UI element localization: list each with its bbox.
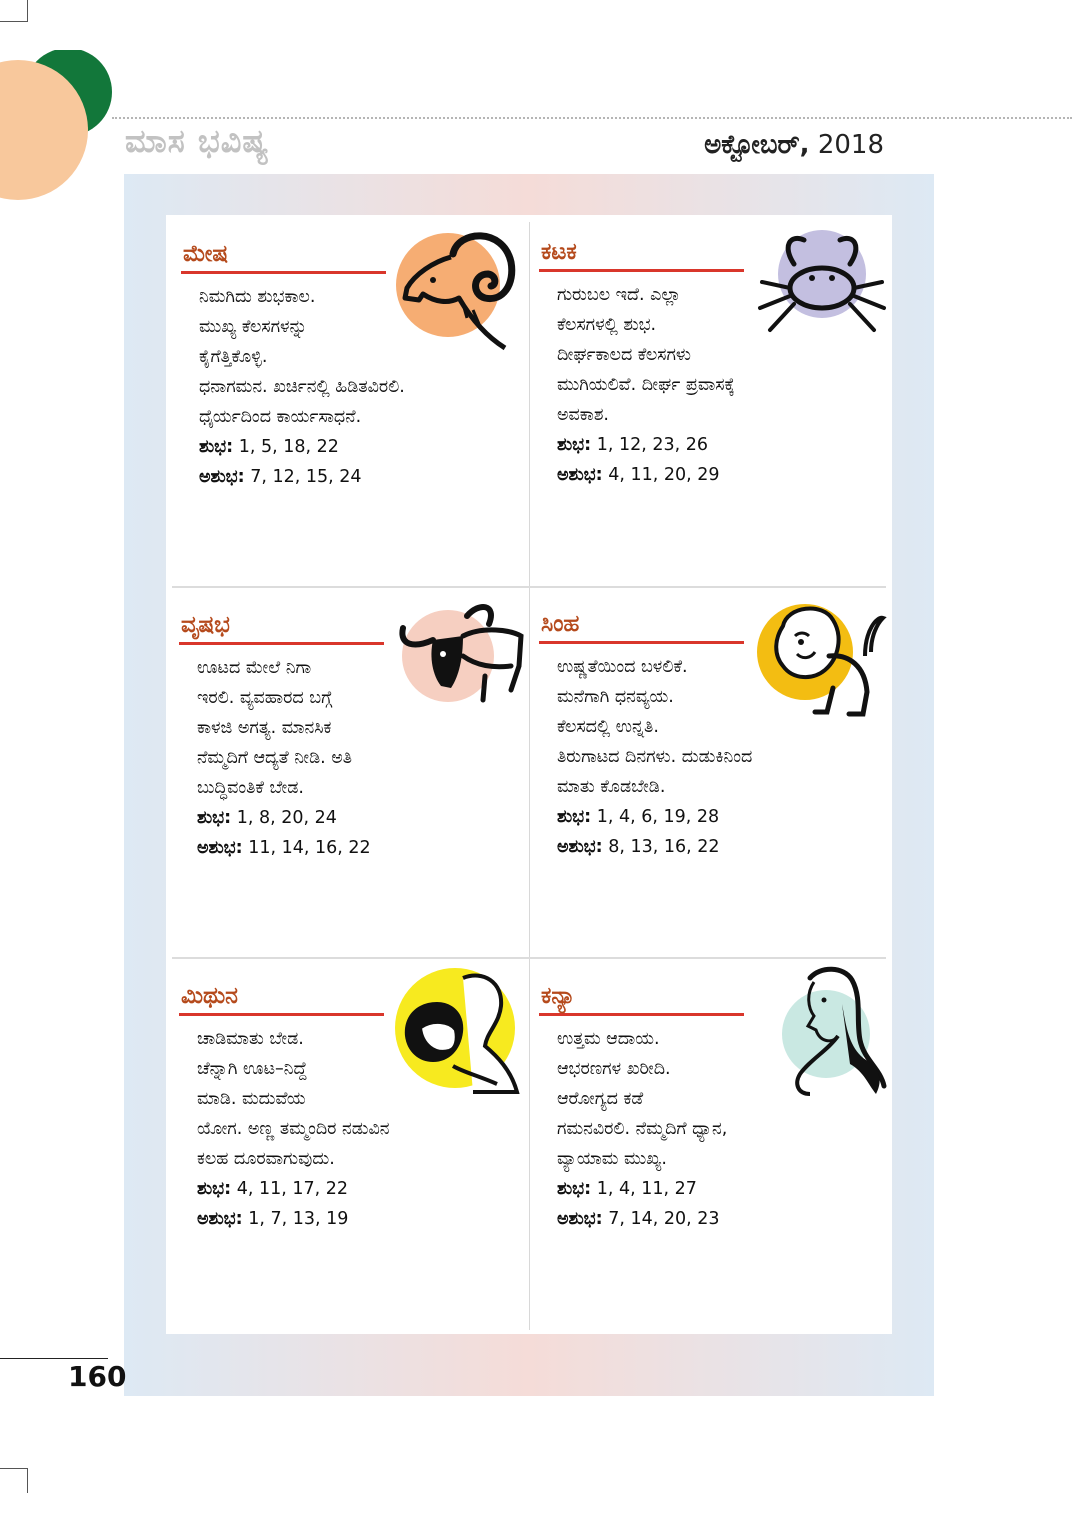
lucky-label: ಶುಭ:	[197, 808, 232, 828]
lucky-days	[197, 1174, 519, 1204]
lucky-days	[199, 432, 521, 462]
sign-name: ಕನ್ಯಾ	[541, 983, 576, 1009]
lion-icon	[753, 596, 887, 720]
row-divider-2	[172, 957, 886, 959]
unlucky-days	[197, 1204, 519, 1234]
prediction-line: ಮುಖ್ಯ ಕೆಲಸಗಳನ್ನು	[199, 317, 308, 337]
unlucky-values: 11, 14, 16, 22	[248, 838, 371, 858]
month-name: ಅಕ್ಟೋಬರ್	[704, 130, 800, 160]
prediction-line: ಊಟದ ಮೇಲೆ ನಿಗಾ	[197, 658, 312, 678]
virgin-icon	[780, 964, 888, 1098]
sign-name: ವೃಷಭ	[181, 612, 230, 638]
lucky-days	[557, 1174, 879, 1204]
prediction-line: ನೆಮ್ಮದಿಗೆ ಆದ್ಯತೆ ನೀಡಿ. ಅತಿ	[197, 748, 353, 768]
unlucky-days	[557, 1204, 879, 1234]
sign-rule	[539, 269, 744, 272]
lucky-label: ಶುಭ:	[557, 1179, 592, 1199]
prediction-line: ಮಾಡಿ. ಮದುವೆಯ	[197, 1089, 306, 1109]
lucky-days	[197, 803, 519, 833]
prediction-line: ಮನೆಗಾಗಿ ಧನವ್ಯಯ.	[557, 687, 674, 707]
lucky-values: 1, 5, 18, 22	[238, 437, 339, 457]
prediction-line: ವ್ಯಾಯಾಮ ಮುಖ್ಯ.	[557, 1149, 667, 1169]
month-heading	[704, 130, 884, 161]
prediction-line: ದೀರ್ಘಕಾಲದ ಕೆಲಸಗಳು	[557, 345, 691, 365]
crop-mark-bottom-h	[0, 1468, 28, 1469]
sign-rule	[179, 1013, 384, 1016]
lucky-label: ಶುಭ:	[557, 435, 592, 455]
unlucky-label: ಅಶುಭ:	[199, 467, 245, 487]
unlucky-days	[199, 462, 521, 492]
sign-rule	[539, 1013, 744, 1016]
unlucky-values: 1, 7, 13, 19	[248, 1209, 349, 1229]
sign-name: ಮಿಥುನ	[181, 983, 238, 1009]
prediction-line: ಉಷ್ಣತೆಯಿಂದ ಬಳಲಿಕೆ.	[557, 657, 688, 677]
prediction-line: ಮಾತು ಕೊಡಬೇಡಿ.	[557, 777, 666, 797]
prediction-line: ಇರಲಿ. ವ್ಯವಹಾರದ ಬಗ್ಗೆ	[197, 688, 333, 708]
row-divider-1	[172, 586, 886, 588]
crab-icon	[754, 226, 889, 346]
unlucky-label: ಅಶುಭ:	[557, 1209, 603, 1229]
prediction-line: ಮುಗಿಯಲಿವೆ. ದೀರ್ಘ ಪ್ರವಾಸಕ್ಕೆ	[557, 375, 735, 395]
sign-rule	[539, 641, 744, 644]
unlucky-label: ಅಶುಭ:	[557, 465, 603, 485]
lucky-days	[557, 802, 879, 832]
unlucky-days	[557, 460, 879, 490]
sign-name: ಕಟಕ	[541, 239, 577, 265]
page-number: 160	[68, 1360, 127, 1393]
prediction-line: ಚಾಡಿಮಾತು ಬೇಡ.	[197, 1029, 304, 1049]
unlucky-label: ಅಶುಭ:	[557, 837, 603, 857]
crop-mark-top-h	[0, 21, 28, 22]
sign-name: ಸಿಂಹ	[541, 611, 580, 637]
prediction-line: ಚೆನ್ನಾಗಿ ಊಟ–ನಿದ್ದೆ	[197, 1059, 308, 1079]
section-title: ಮಾಸ ಭವಿಷ್ಯ	[125, 122, 270, 160]
prediction-line: ಗಮನವಿರಲಿ. ನೆಮ್ಮದಿಗೆ ಧ್ಯಾನ,	[557, 1119, 728, 1139]
prediction-line: ಧೈರ್ಯದಿಂದ ಕಾರ್ಯಸಾಧನೆ.	[199, 407, 362, 427]
unlucky-values: 7, 12, 15, 24	[250, 467, 362, 487]
lucky-label: ಶುಭ:	[557, 807, 592, 827]
sign-name: ಮೇಷ	[183, 241, 229, 267]
unlucky-values: 8, 13, 16, 22	[608, 837, 720, 857]
prediction-line: ಕೈಗೆತ್ತಿಕೊಳ್ಳಿ.	[199, 347, 268, 367]
unlucky-values: 4, 11, 20, 29	[608, 465, 720, 485]
lucky-label: ಶುಭ:	[197, 1179, 232, 1199]
prediction-line: ಅವಕಾಶ.	[557, 405, 609, 425]
lucky-label: ಶುಭ:	[199, 437, 234, 457]
prediction-line: ಕೆಲಸದಲ್ಲಿ ಉನ್ನತಿ.	[557, 717, 659, 737]
month-separator: ,	[799, 130, 810, 160]
bull-icon	[393, 596, 525, 716]
lucky-values: 1, 12, 23, 26	[596, 435, 709, 455]
sign-rule	[179, 642, 384, 645]
column-divider	[529, 222, 530, 1330]
lucky-days	[557, 430, 879, 460]
prediction-line: ಗುರುಬಲ ಇದೆ. ಎಲ್ಲಾ	[557, 285, 681, 305]
crop-mark-bottom	[27, 1468, 28, 1493]
prediction-line: ಆಭರಣಗಳ ಖರೀದಿ.	[557, 1059, 671, 1079]
unlucky-days	[197, 833, 519, 863]
month-year: 2018	[817, 130, 884, 160]
lucky-values: 1, 8, 20, 24	[236, 808, 337, 828]
prediction-line: ಯೋಗ. ಅಣ್ಣ ತಮ್ಮಂದಿರ ನಡುವಿನ	[197, 1119, 390, 1139]
prediction-line: ಆರೋಗ್ಯದ ಕಡೆ	[557, 1089, 644, 1109]
page-number-rule	[0, 1358, 108, 1359]
unlucky-days	[557, 832, 879, 862]
prediction-line: ಧನಾಗಮನ. ಖರ್ಚಿನಲ್ಲಿ ಹಿಡಿತವಿರಲಿ.	[199, 377, 405, 397]
prediction-line: ಕಾಳಜಿ ಅಗತ್ಯ. ಮಾನಸಿಕ	[197, 718, 332, 738]
lucky-values: 1, 4, 6, 19, 28	[596, 807, 720, 827]
prediction-line: ಕೆಲಸಗಳಲ್ಲಿ ಶುಭ.	[557, 315, 657, 335]
unlucky-values: 7, 14, 20, 23	[608, 1209, 720, 1229]
prediction-line: ನಿಮಗಿದು ಶುಭಕಾಲ.	[199, 287, 316, 307]
prediction-line: ಉತ್ತಮ ಆದಾಯ.	[557, 1029, 660, 1049]
header-decoration	[0, 50, 115, 200]
prediction-line: ಕಲಹ ದೂರವಾಗುವುದು.	[197, 1149, 335, 1169]
lucky-values: 4, 11, 17, 22	[236, 1179, 349, 1199]
lucky-values: 1, 4, 11, 27	[596, 1179, 697, 1199]
prediction-line: ತಿರುಗಾಟದ ದಿನಗಳು. ದುಡುಕಿನಿಂದ	[557, 747, 753, 767]
sign-rule	[181, 271, 386, 274]
prediction-line: ಬುದ್ಧಿವಂತಿಕೆ ಬೇಡ.	[197, 778, 304, 798]
unlucky-label: ಅಶುಭ:	[197, 838, 243, 858]
ram-icon	[393, 222, 523, 352]
crop-mark-top	[27, 0, 28, 22]
unlucky-label: ಅಶುಭ:	[197, 1209, 243, 1229]
twins-icon	[393, 966, 523, 1096]
header-dotted-rule	[112, 117, 1072, 119]
